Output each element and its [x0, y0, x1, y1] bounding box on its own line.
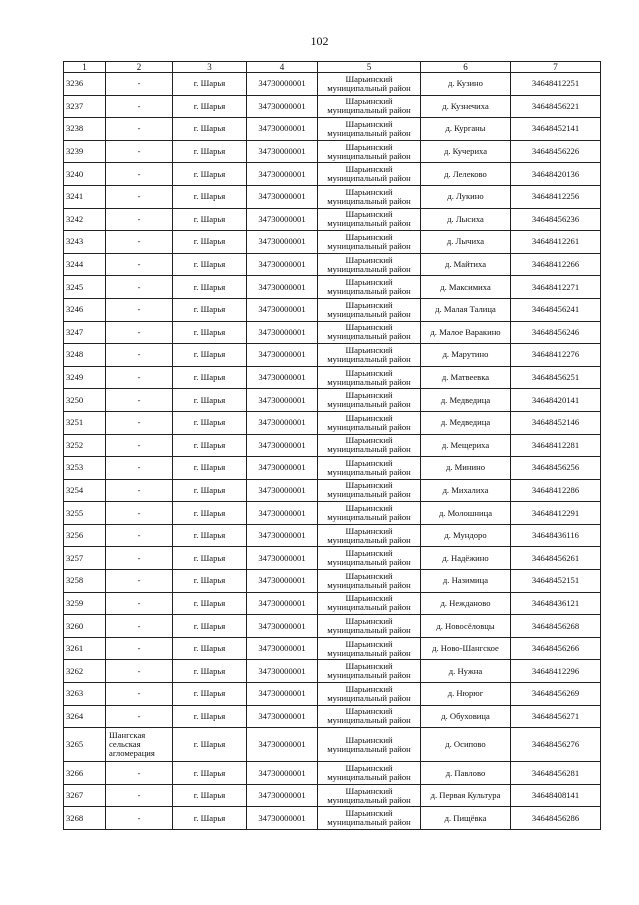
- district-cell: Шарьинский муниципальный район: [318, 95, 421, 118]
- agglomeration-cell: Шангская сельская агломерация: [106, 728, 173, 762]
- okato-code-cell: 34730000001: [247, 615, 318, 638]
- settlement-cell: д. Назимица: [421, 570, 511, 593]
- city-cell: г. Шарья: [173, 660, 247, 683]
- table-header: [64, 62, 601, 73]
- city-cell: г. Шарья: [173, 366, 247, 389]
- page-number: 102: [310, 34, 329, 48]
- oktmo-code-cell: 34648412251: [511, 73, 601, 96]
- city-cell: г. Шарья: [173, 434, 247, 457]
- settlement-cell: д. Малое Варакино: [421, 321, 511, 344]
- district-cell: Шарьинский муниципальный район: [318, 118, 421, 141]
- settlement-cell: д. Пищёвка: [421, 807, 511, 830]
- city-cell: г. Шарья: [173, 118, 247, 141]
- okato-code-cell: 34730000001: [247, 389, 318, 412]
- settlement-cell: д. Лелеково: [421, 163, 511, 186]
- table-row: [64, 185, 601, 208]
- row-number: 3236: [64, 73, 106, 96]
- okato-code-cell: 34730000001: [247, 807, 318, 830]
- oktmo-code-cell: 34648436116: [511, 524, 601, 547]
- table-row: [64, 208, 601, 231]
- oktmo-code-cell: 34648452146: [511, 411, 601, 434]
- row-number: 3268: [64, 807, 106, 830]
- row-number: 3237: [64, 95, 106, 118]
- settlement-cell: д. Нужна: [421, 660, 511, 683]
- district-cell: Шарьинский муниципальный район: [318, 728, 421, 762]
- district-cell: Шарьинский муниципальный район: [318, 502, 421, 525]
- agglomeration-cell: -: [106, 298, 173, 321]
- oktmo-code-cell: 34648456266: [511, 637, 601, 660]
- oktmo-code-cell: 34648456241: [511, 298, 601, 321]
- row-number: 3255: [64, 502, 106, 525]
- district-cell: Шарьинский муниципальный район: [318, 276, 421, 299]
- agglomeration-cell: -: [106, 705, 173, 728]
- agglomeration-cell: -: [106, 637, 173, 660]
- table-row: [64, 344, 601, 367]
- settlement-cell: д. Лысиха: [421, 208, 511, 231]
- city-cell: г. Шарья: [173, 389, 247, 412]
- okato-code-cell: 34730000001: [247, 276, 318, 299]
- okato-code-cell: 34730000001: [247, 298, 318, 321]
- column-header: 1: [64, 62, 106, 73]
- district-cell: Шарьинский муниципальный район: [318, 434, 421, 457]
- okato-code-cell: 34730000001: [247, 253, 318, 276]
- agglomeration-cell: -: [106, 389, 173, 412]
- oktmo-code-cell: 34648412276: [511, 344, 601, 367]
- table-row: [64, 411, 601, 434]
- row-number: 3259: [64, 592, 106, 615]
- settlement-cell: д. Осипово: [421, 728, 511, 762]
- oktmo-code-cell: 34648412286: [511, 479, 601, 502]
- district-cell: Шарьинский муниципальный район: [318, 457, 421, 480]
- okato-code-cell: 34730000001: [247, 73, 318, 96]
- oktmo-code-cell: 34648436121: [511, 592, 601, 615]
- row-number: 3241: [64, 185, 106, 208]
- row-number: 3238: [64, 118, 106, 141]
- okato-code-cell: 34730000001: [247, 411, 318, 434]
- oktmo-code-cell: 34648456268: [511, 615, 601, 638]
- city-cell: г. Шарья: [173, 683, 247, 706]
- city-cell: г. Шарья: [173, 411, 247, 434]
- city-cell: г. Шарья: [173, 140, 247, 163]
- district-cell: Шарьинский муниципальный район: [318, 73, 421, 96]
- settlement-cell: д. Медведица: [421, 389, 511, 412]
- column-header: 6: [421, 62, 511, 73]
- okato-code-cell: 34730000001: [247, 660, 318, 683]
- agglomeration-cell: -: [106, 366, 173, 389]
- table-row: [64, 231, 601, 254]
- agglomeration-cell: -: [106, 592, 173, 615]
- settlement-cell: д. Нюрюг: [421, 683, 511, 706]
- settlement-cell: д. Первая Культура: [421, 784, 511, 807]
- agglomeration-cell: -: [106, 807, 173, 830]
- oktmo-code-cell: 34648452151: [511, 570, 601, 593]
- oktmo-code-cell: 34648408141: [511, 784, 601, 807]
- row-number: 3250: [64, 389, 106, 412]
- oktmo-code-cell: 34648456271: [511, 705, 601, 728]
- okato-code-cell: 34730000001: [247, 366, 318, 389]
- city-cell: г. Шарья: [173, 479, 247, 502]
- agglomeration-cell: -: [106, 479, 173, 502]
- table-row: [64, 479, 601, 502]
- row-number: 3260: [64, 615, 106, 638]
- row-number: 3239: [64, 140, 106, 163]
- district-cell: Шарьинский муниципальный район: [318, 298, 421, 321]
- oktmo-code-cell: 34648456286: [511, 807, 601, 830]
- agglomeration-cell: -: [106, 570, 173, 593]
- district-cell: Шарьинский муниципальный район: [318, 366, 421, 389]
- okato-code-cell: 34730000001: [247, 140, 318, 163]
- table-row: [64, 457, 601, 480]
- table-row: [64, 95, 601, 118]
- settlement-cell: д. Обуховица: [421, 705, 511, 728]
- settlement-cell: д. Молошница: [421, 502, 511, 525]
- table-row: [64, 321, 601, 344]
- settlement-cell: д. Нежданово: [421, 592, 511, 615]
- row-number: 3254: [64, 479, 106, 502]
- settlement-cell: д. Минино: [421, 457, 511, 480]
- agglomeration-cell: -: [106, 231, 173, 254]
- settlement-cell: д. Ново-Шангское: [421, 637, 511, 660]
- agglomeration-cell: -: [106, 344, 173, 367]
- okato-code-cell: 34730000001: [247, 547, 318, 570]
- agglomeration-cell: -: [106, 502, 173, 525]
- city-cell: г. Шарья: [173, 73, 247, 96]
- district-cell: Шарьинский муниципальный район: [318, 163, 421, 186]
- agglomeration-cell: -: [106, 185, 173, 208]
- agglomeration-cell: -: [106, 73, 173, 96]
- district-cell: Шарьинский муниципальный район: [318, 683, 421, 706]
- row-number: 3263: [64, 683, 106, 706]
- city-cell: г. Шарья: [173, 321, 247, 344]
- row-number: 3262: [64, 660, 106, 683]
- oktmo-code-cell: 34648456269: [511, 683, 601, 706]
- city-cell: г. Шарья: [173, 344, 247, 367]
- table-row: [64, 637, 601, 660]
- city-cell: г. Шарья: [173, 547, 247, 570]
- settlement-cell: д. Лычиха: [421, 231, 511, 254]
- settlement-cell: д. Кузино: [421, 73, 511, 96]
- column-header: 3: [173, 62, 247, 73]
- row-number: 3249: [64, 366, 106, 389]
- oktmo-code-cell: 34648412291: [511, 502, 601, 525]
- agglomeration-cell: -: [106, 784, 173, 807]
- oktmo-code-cell: 34648420141: [511, 389, 601, 412]
- okato-code-cell: 34730000001: [247, 637, 318, 660]
- column-header: 5: [318, 62, 421, 73]
- oktmo-code-cell: 34648456281: [511, 762, 601, 785]
- oktmo-code-cell: 34648456276: [511, 728, 601, 762]
- oktmo-code-cell: 34648456246: [511, 321, 601, 344]
- row-number: 3265: [64, 728, 106, 762]
- okato-code-cell: 34730000001: [247, 344, 318, 367]
- okato-code-cell: 34730000001: [247, 479, 318, 502]
- okato-code-cell: 34730000001: [247, 570, 318, 593]
- settlement-cell: д. Мундоро: [421, 524, 511, 547]
- city-cell: г. Шарья: [173, 728, 247, 762]
- registry-table: [63, 61, 601, 830]
- okato-code-cell: 34730000001: [247, 524, 318, 547]
- oktmo-code-cell: 34648412256: [511, 185, 601, 208]
- settlement-cell: д. Курганы: [421, 118, 511, 141]
- agglomeration-cell: -: [106, 547, 173, 570]
- district-cell: Шарьинский муниципальный район: [318, 524, 421, 547]
- oktmo-code-cell: 34648456261: [511, 547, 601, 570]
- agglomeration-cell: -: [106, 683, 173, 706]
- agglomeration-cell: -: [106, 163, 173, 186]
- city-cell: г. Шарья: [173, 163, 247, 186]
- oktmo-code-cell: 34648412261: [511, 231, 601, 254]
- settlement-cell: д. Малая Талица: [421, 298, 511, 321]
- okato-code-cell: 34730000001: [247, 592, 318, 615]
- oktmo-code-cell: 34648412271: [511, 276, 601, 299]
- district-cell: Шарьинский муниципальный район: [318, 479, 421, 502]
- row-number: 3245: [64, 276, 106, 299]
- settlement-cell: д. Кучериха: [421, 140, 511, 163]
- city-cell: г. Шарья: [173, 185, 247, 208]
- row-number: 3258: [64, 570, 106, 593]
- oktmo-code-cell: 34648456256: [511, 457, 601, 480]
- okato-code-cell: 34730000001: [247, 95, 318, 118]
- settlement-cell: д. Мещериха: [421, 434, 511, 457]
- city-cell: г. Шарья: [173, 95, 247, 118]
- settlement-cell: д. Лукино: [421, 185, 511, 208]
- agglomeration-cell: -: [106, 411, 173, 434]
- row-number: 3251: [64, 411, 106, 434]
- district-cell: Шарьинский муниципальный район: [318, 185, 421, 208]
- row-number: 3243: [64, 231, 106, 254]
- table-body: [64, 73, 601, 830]
- table-row: [64, 660, 601, 683]
- settlement-cell: д. Павлово: [421, 762, 511, 785]
- column-header: 2: [106, 62, 173, 73]
- oktmo-code-cell: 34648420136: [511, 163, 601, 186]
- city-cell: г. Шарья: [173, 298, 247, 321]
- settlement-cell: д. Надёжино: [421, 547, 511, 570]
- settlement-cell: д. Новосёловцы: [421, 615, 511, 638]
- settlement-cell: д. Марутино: [421, 344, 511, 367]
- settlement-cell: д. Матвеевка: [421, 366, 511, 389]
- district-cell: Шарьинский муниципальный район: [318, 321, 421, 344]
- table-row: [64, 705, 601, 728]
- table-row: [64, 298, 601, 321]
- city-cell: г. Шарья: [173, 502, 247, 525]
- oktmo-code-cell: 34648456251: [511, 366, 601, 389]
- table-row: [64, 728, 601, 762]
- table-row: [64, 73, 601, 96]
- city-cell: г. Шарья: [173, 705, 247, 728]
- district-cell: Шарьинский муниципальный район: [318, 705, 421, 728]
- row-number: 3247: [64, 321, 106, 344]
- district-cell: Шарьинский муниципальный район: [318, 231, 421, 254]
- oktmo-code-cell: 34648456226: [511, 140, 601, 163]
- district-cell: Шарьинский муниципальный район: [318, 208, 421, 231]
- table-row: [64, 163, 601, 186]
- city-cell: г. Шарья: [173, 570, 247, 593]
- settlement-cell: д. Михалиха: [421, 479, 511, 502]
- agglomeration-cell: -: [106, 434, 173, 457]
- agglomeration-cell: -: [106, 140, 173, 163]
- okato-code-cell: 34730000001: [247, 231, 318, 254]
- row-number: 3267: [64, 784, 106, 807]
- row-number: 3257: [64, 547, 106, 570]
- okato-code-cell: 34730000001: [247, 208, 318, 231]
- agglomeration-cell: -: [106, 762, 173, 785]
- oktmo-code-cell: 34648412281: [511, 434, 601, 457]
- city-cell: г. Шарья: [173, 784, 247, 807]
- table-row: [64, 762, 601, 785]
- agglomeration-cell: -: [106, 660, 173, 683]
- column-header: 4: [247, 62, 318, 73]
- table-row: [64, 615, 601, 638]
- district-cell: Шарьинский муниципальный район: [318, 389, 421, 412]
- district-cell: Шарьинский муниципальный район: [318, 592, 421, 615]
- table-row: [64, 434, 601, 457]
- district-cell: Шарьинский муниципальный район: [318, 570, 421, 593]
- table-row: [64, 366, 601, 389]
- city-cell: г. Шарья: [173, 231, 247, 254]
- table-row: [64, 683, 601, 706]
- row-number: 3246: [64, 298, 106, 321]
- city-cell: г. Шарья: [173, 457, 247, 480]
- okato-code-cell: 34730000001: [247, 321, 318, 344]
- table-row: [64, 502, 601, 525]
- okato-code-cell: 34730000001: [247, 502, 318, 525]
- agglomeration-cell: -: [106, 253, 173, 276]
- city-cell: г. Шарья: [173, 208, 247, 231]
- settlement-cell: д. Медведица: [421, 411, 511, 434]
- okato-code-cell: 34730000001: [247, 163, 318, 186]
- district-cell: Шарьинский муниципальный район: [318, 547, 421, 570]
- table-row: [64, 524, 601, 547]
- row-number: 3248: [64, 344, 106, 367]
- okato-code-cell: 34730000001: [247, 457, 318, 480]
- table-row: [64, 547, 601, 570]
- okato-code-cell: 34730000001: [247, 185, 318, 208]
- table-row: [64, 276, 601, 299]
- row-number: 3253: [64, 457, 106, 480]
- city-cell: г. Шарья: [173, 615, 247, 638]
- okato-code-cell: 34730000001: [247, 762, 318, 785]
- okato-code-cell: 34730000001: [247, 705, 318, 728]
- district-cell: Шарьинский муниципальный район: [318, 660, 421, 683]
- city-cell: г. Шарья: [173, 637, 247, 660]
- table-row: [64, 592, 601, 615]
- oktmo-code-cell: 34648452141: [511, 118, 601, 141]
- oktmo-code-cell: 34648456236: [511, 208, 601, 231]
- district-cell: Шарьинский муниципальный район: [318, 140, 421, 163]
- okato-code-cell: 34730000001: [247, 728, 318, 762]
- city-cell: г. Шарья: [173, 807, 247, 830]
- district-cell: Шарьинский муниципальный район: [318, 637, 421, 660]
- table-row: [64, 118, 601, 141]
- okato-code-cell: 34730000001: [247, 434, 318, 457]
- table-row: [64, 253, 601, 276]
- agglomeration-cell: -: [106, 615, 173, 638]
- district-cell: Шарьинский муниципальный район: [318, 784, 421, 807]
- district-cell: Шарьинский муниципальный район: [318, 762, 421, 785]
- settlement-cell: д. Кузнечиха: [421, 95, 511, 118]
- table-row: [64, 570, 601, 593]
- table-row: [64, 784, 601, 807]
- column-header: 7: [511, 62, 601, 73]
- table-row: [64, 807, 601, 830]
- table-row: [64, 389, 601, 412]
- okato-code-cell: 34730000001: [247, 118, 318, 141]
- city-cell: г. Шарья: [173, 524, 247, 547]
- oktmo-code-cell: 34648412266: [511, 253, 601, 276]
- agglomeration-cell: -: [106, 208, 173, 231]
- city-cell: г. Шарья: [173, 592, 247, 615]
- agglomeration-cell: -: [106, 524, 173, 547]
- row-number: 3252: [64, 434, 106, 457]
- row-number: 3256: [64, 524, 106, 547]
- row-number: 3266: [64, 762, 106, 785]
- agglomeration-cell: -: [106, 457, 173, 480]
- table-row: [64, 140, 601, 163]
- city-cell: г. Шарья: [173, 276, 247, 299]
- okato-code-cell: 34730000001: [247, 683, 318, 706]
- agglomeration-cell: -: [106, 276, 173, 299]
- row-number: 3264: [64, 705, 106, 728]
- okato-code-cell: 34730000001: [247, 784, 318, 807]
- district-cell: Шарьинский муниципальный район: [318, 615, 421, 638]
- agglomeration-cell: -: [106, 321, 173, 344]
- row-number: 3240: [64, 163, 106, 186]
- agglomeration-cell: -: [106, 95, 173, 118]
- row-number: 3261: [64, 637, 106, 660]
- settlement-cell: д. Максимиха: [421, 276, 511, 299]
- row-number: 3242: [64, 208, 106, 231]
- city-cell: г. Шарья: [173, 253, 247, 276]
- oktmo-code-cell: 34648456221: [511, 95, 601, 118]
- district-cell: Шарьинский муниципальный район: [318, 411, 421, 434]
- row-number: 3244: [64, 253, 106, 276]
- oktmo-code-cell: 34648412296: [511, 660, 601, 683]
- district-cell: Шарьинский муниципальный район: [318, 807, 421, 830]
- agglomeration-cell: -: [106, 118, 173, 141]
- city-cell: г. Шарья: [173, 762, 247, 785]
- district-cell: Шарьинский муниципальный район: [318, 344, 421, 367]
- district-cell: Шарьинский муниципальный район: [318, 253, 421, 276]
- settlement-cell: д. Майтиха: [421, 253, 511, 276]
